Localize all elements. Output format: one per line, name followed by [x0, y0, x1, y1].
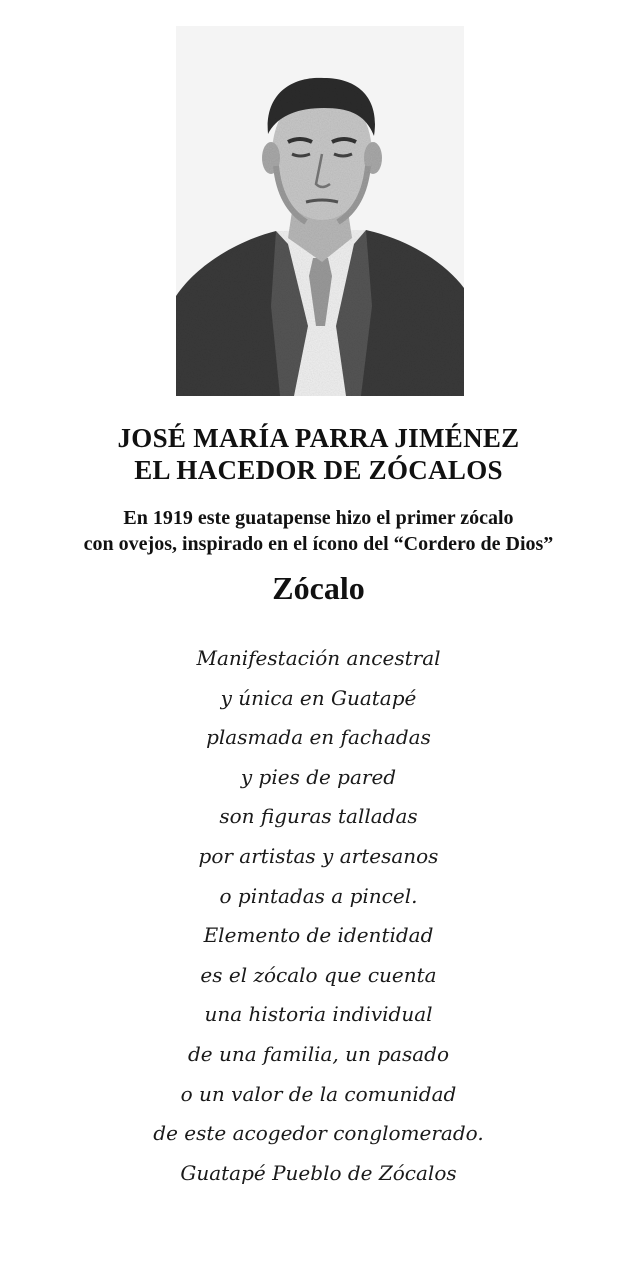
poem-line: Manifestación ancestral — [196, 646, 441, 670]
poem-line: una historia individual — [204, 1002, 433, 1027]
subtitle-line-2: con ovejos, inspirado en el ícono del “Cordero de Dios” — [83, 533, 554, 555]
poem-line: o un valor de la comunidad — [180, 1081, 457, 1106]
person-name-title: JOSÉ MARÍA PARRA JIMÉNEZ — [117, 423, 520, 453]
poem-line: o pintadas a pincel. — [219, 883, 418, 908]
person-epithet-title: EL HACEDOR DE ZÓCALOS — [134, 455, 503, 485]
poem-line: plasmada en fachadas — [206, 725, 431, 750]
section-heading: Zócalo — [272, 570, 365, 606]
poem-line: Guatapé Pueblo de Zócalos — [180, 1160, 457, 1185]
poem-line: son figuras talladas — [219, 804, 418, 829]
poem-line: es el zócalo que cuenta — [200, 962, 437, 987]
poem-line: por artistas y artesanos — [198, 843, 439, 868]
portrait-photo — [176, 26, 464, 396]
subtitle-line-1: En 1919 este guatapense hizo el primer zócalo — [123, 507, 514, 529]
poem — [0, 641, 637, 1195]
poem-line: y pies de pared — [240, 764, 397, 789]
poem-line: y única en Guatapé — [220, 685, 417, 710]
poem-line: de este acogedor conglomerado. — [153, 1121, 484, 1146]
poem-line: Elemento de identidad — [203, 923, 434, 948]
poem-line: de una familia, un pasado — [187, 1041, 450, 1066]
